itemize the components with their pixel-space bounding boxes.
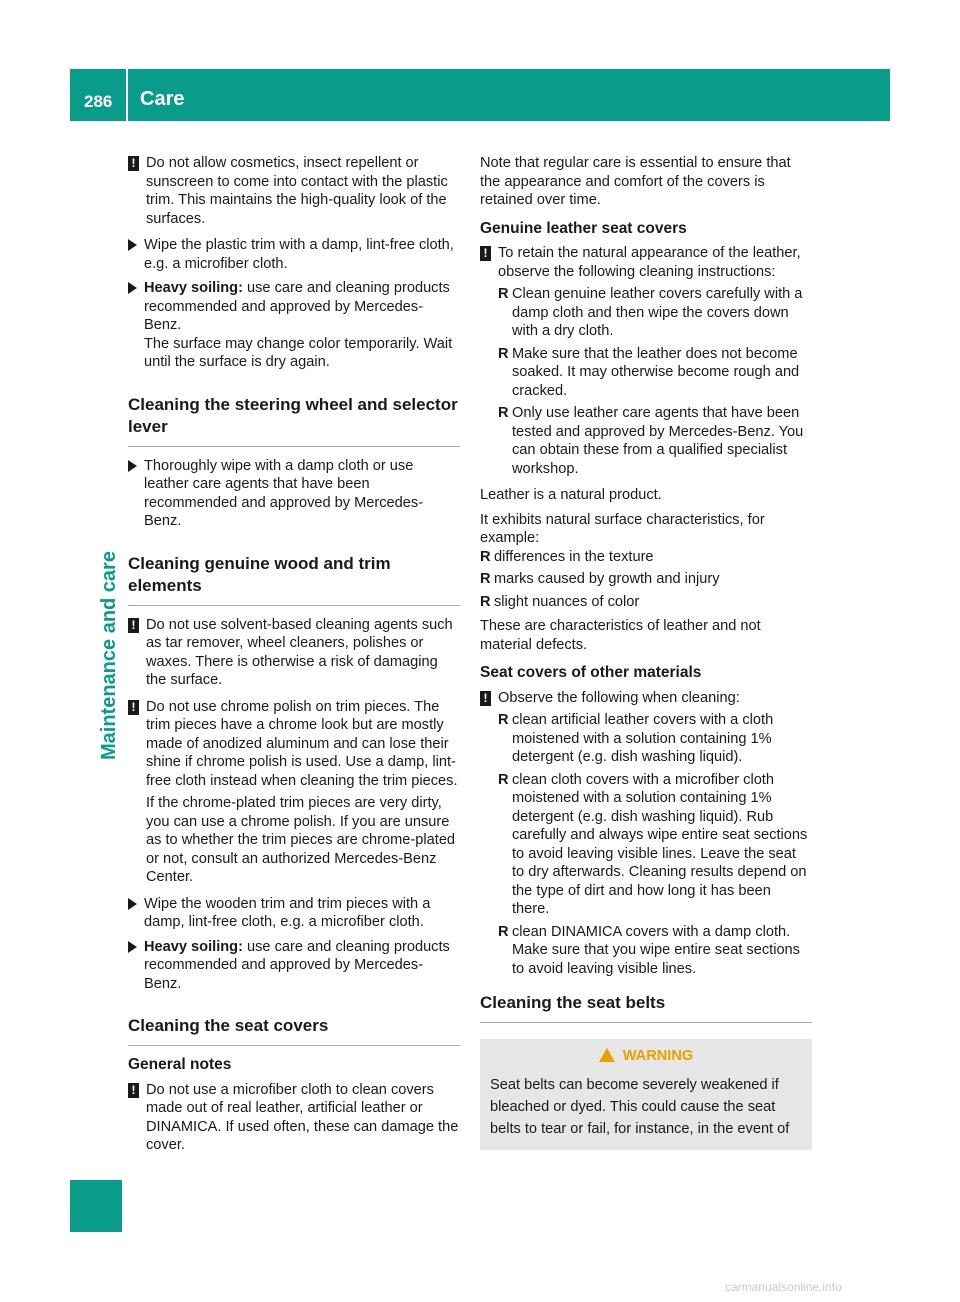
leather-paragraph-3: These are characteristics of leather and not material defects.	[480, 618, 761, 653]
step-heavy-soiling-2	[128, 938, 460, 994]
side-tab-label: Maintenance and care	[98, 551, 120, 760]
exclamation-icon: !	[128, 1083, 139, 1098]
other-materials-list	[498, 711, 812, 978]
step-text: Wipe the wooden trim and trim pieces with a damp, lint-free cloth, e.g. a microfiber cloth.	[144, 895, 431, 930]
list-item	[498, 771, 812, 919]
list-item-text: slight nuances of color	[494, 593, 640, 610]
list-item-text: clean artificial leather covers with a cloth moistened with a solution containing 1% detergent (e.g. dish washing liquid).	[512, 712, 774, 765]
notice-microfiber	[128, 1081, 460, 1155]
notice-other-materials	[480, 689, 812, 979]
step-wipe-wood	[128, 895, 460, 932]
notice-text: Do not use chrome polish on trim pieces. The trim pieces have a chrome look but are mostly made of anodized aluminum and can lose their shine if chrome polish is used. Use a damp, lint-free cloth instead when cleaning the trim pieces.	[146, 698, 458, 789]
list-item	[498, 404, 812, 478]
warning-box	[480, 1039, 812, 1150]
side-tab-marker	[70, 1180, 122, 1232]
arrow-right-icon	[128, 239, 137, 251]
list-item	[480, 570, 812, 589]
step-text: Wipe the plastic trim with a damp, lint-free cloth, e.g. a microfiber cloth.	[144, 237, 454, 272]
list-item-text: Only use leather care agents that have been tested and approved by Mercedes-Benz. You can obtain these from a qualified specialist workshop.	[512, 405, 804, 477]
heading-steering-wheel: Cleaning the steering wheel and selector lever	[128, 394, 460, 447]
step-heavy-soiling	[128, 279, 460, 372]
notice-text-2: If the chrome-plated trim pieces are very dirty, you can use a chrome polish. If you are unsure as to whether the trim pieces are chrome-plated or not, consult an authorized Mercedes-Benz Center.	[146, 795, 456, 885]
exclamation-icon: !	[128, 618, 139, 633]
list-item-text: Make sure that the leather does not become soaked. It may otherwise become rough and cracked.	[512, 345, 800, 399]
notice-text: Do not use solvent-based cleaning agents such as tar remover, wheel cleaners, polishes or waxes. There is otherwise a risk of damaging the surface.	[146, 616, 453, 688]
step-label: Heavy soiling:	[144, 280, 243, 296]
list-item-text: marks caused by growth and injury	[494, 571, 720, 587]
list-item	[498, 285, 812, 341]
step-label: Heavy soiling:	[144, 938, 243, 955]
heading-wood-trim: Cleaning genuine wood and trim elements	[128, 553, 460, 606]
arrow-right-icon	[128, 898, 137, 910]
arrow-right-icon	[128, 460, 137, 472]
notice-text: Do not allow cosmetics, insect repellent or sunscreen to come into contact with the plastic trim. This maintains the high-quality look of the surfaces.	[146, 155, 448, 227]
notice-text: Do not use a microfiber cloth to clean covers made out of real leather, artificial leather or DINAMICA. If used often, these can damage the cover.	[146, 1081, 459, 1153]
heading-seat-belts: Cleaning the seat belts	[480, 992, 812, 1023]
warning-text: Seat belts can become severely weakened if bleached or dyed. This could cause the seat belts to tear or fail, for instance, in the event of	[490, 1076, 790, 1137]
warning-header	[490, 1047, 802, 1066]
left-column	[128, 154, 460, 1163]
arrow-right-icon	[128, 282, 137, 294]
intro-text: Note that regular care is essential to ensure that the appearance and comfort of the covers is retained over time.	[480, 155, 791, 208]
exclamation-icon: !	[480, 246, 491, 261]
notice-chrome-polish	[128, 698, 460, 887]
warning-title: WARNING	[622, 1048, 694, 1064]
bullet-icon: R	[480, 593, 491, 610]
warning-triangle-icon	[599, 1048, 615, 1062]
watermark: carmanualsonline.info	[725, 1280, 842, 1294]
bullet-icon: R	[480, 548, 491, 565]
heading-other-materials: Seat covers of other materials	[480, 664, 702, 681]
notice-text: To retain the natural appearance of the leather, observe the following cleaning instructions:	[498, 245, 801, 280]
step-text: use care and cleaning products recommended and approved by Mercedes-Benz.	[144, 280, 450, 333]
list-item	[498, 923, 812, 979]
list-item-text: Clean genuine leather covers carefully with a damp cloth and then wipe the covers down with a dry cloth.	[512, 286, 803, 339]
bullet-icon: R	[498, 286, 509, 302]
notice-cosmetics	[128, 154, 460, 228]
header-divider	[126, 69, 128, 121]
bullet-icon: R	[498, 771, 509, 788]
list-item	[480, 593, 812, 612]
list-item	[498, 345, 812, 401]
exclamation-icon: !	[480, 691, 491, 706]
step-extra-text: The surface may change color temporarily. Wait until the surface is dry again.	[144, 335, 453, 370]
heading-general-notes: General notes	[128, 1056, 232, 1073]
bullet-icon: R	[498, 712, 509, 728]
bullet-icon: R	[498, 923, 509, 940]
list-item	[498, 711, 812, 767]
bullet-icon: R	[498, 405, 509, 421]
exclamation-icon: !	[128, 156, 139, 171]
step-wipe-plastic	[128, 236, 460, 273]
list-item-text: clean DINAMICA covers with a damp cloth. Make sure that you wipe entire seat sections to avoid leaving visible lines.	[512, 923, 800, 977]
characteristics-list	[480, 548, 812, 612]
header-bar	[70, 69, 890, 121]
notice-leather	[480, 244, 812, 478]
notice-solvents	[128, 616, 460, 690]
heading-leather-covers: Genuine leather seat covers	[480, 219, 687, 237]
page-number: 286	[84, 92, 113, 111]
list-item	[480, 548, 812, 567]
step-text: Thoroughly wipe with a damp cloth or use leather care agents that have been recommended and approved by Mercedes-Benz.	[144, 457, 424, 529]
bullet-icon: R	[498, 345, 509, 362]
section-title: Care	[140, 88, 185, 110]
leather-instructions-list	[498, 285, 812, 478]
list-item-text: differences in the texture	[494, 548, 654, 565]
arrow-right-icon	[128, 941, 137, 953]
leather-paragraph-1: Leather is a natural product.	[480, 487, 662, 503]
exclamation-icon: !	[128, 700, 139, 715]
step-text: use care and cleaning products recommended and approved by Mercedes-Benz.	[144, 938, 450, 992]
bullet-icon: R	[480, 571, 491, 587]
heading-seat-covers: Cleaning the seat covers	[128, 1015, 460, 1046]
leather-paragraph-2: It exhibits natural surface characteristics, for example:	[480, 511, 765, 546]
right-column	[480, 154, 812, 1150]
step-wipe-steering	[128, 457, 460, 531]
list-item-text: clean cloth covers with a microfiber cloth moistened with a solution containing 1% detergent (e.g. dish washing liquid). Rub carefully and always wipe entire seat sections to avoid leaving visible lines. Leave the seat to dry afterwards. Cleaning results depend on the type of dirt and how long it has been there.	[512, 771, 808, 917]
notice-text: Observe the following when cleaning:	[498, 689, 740, 706]
